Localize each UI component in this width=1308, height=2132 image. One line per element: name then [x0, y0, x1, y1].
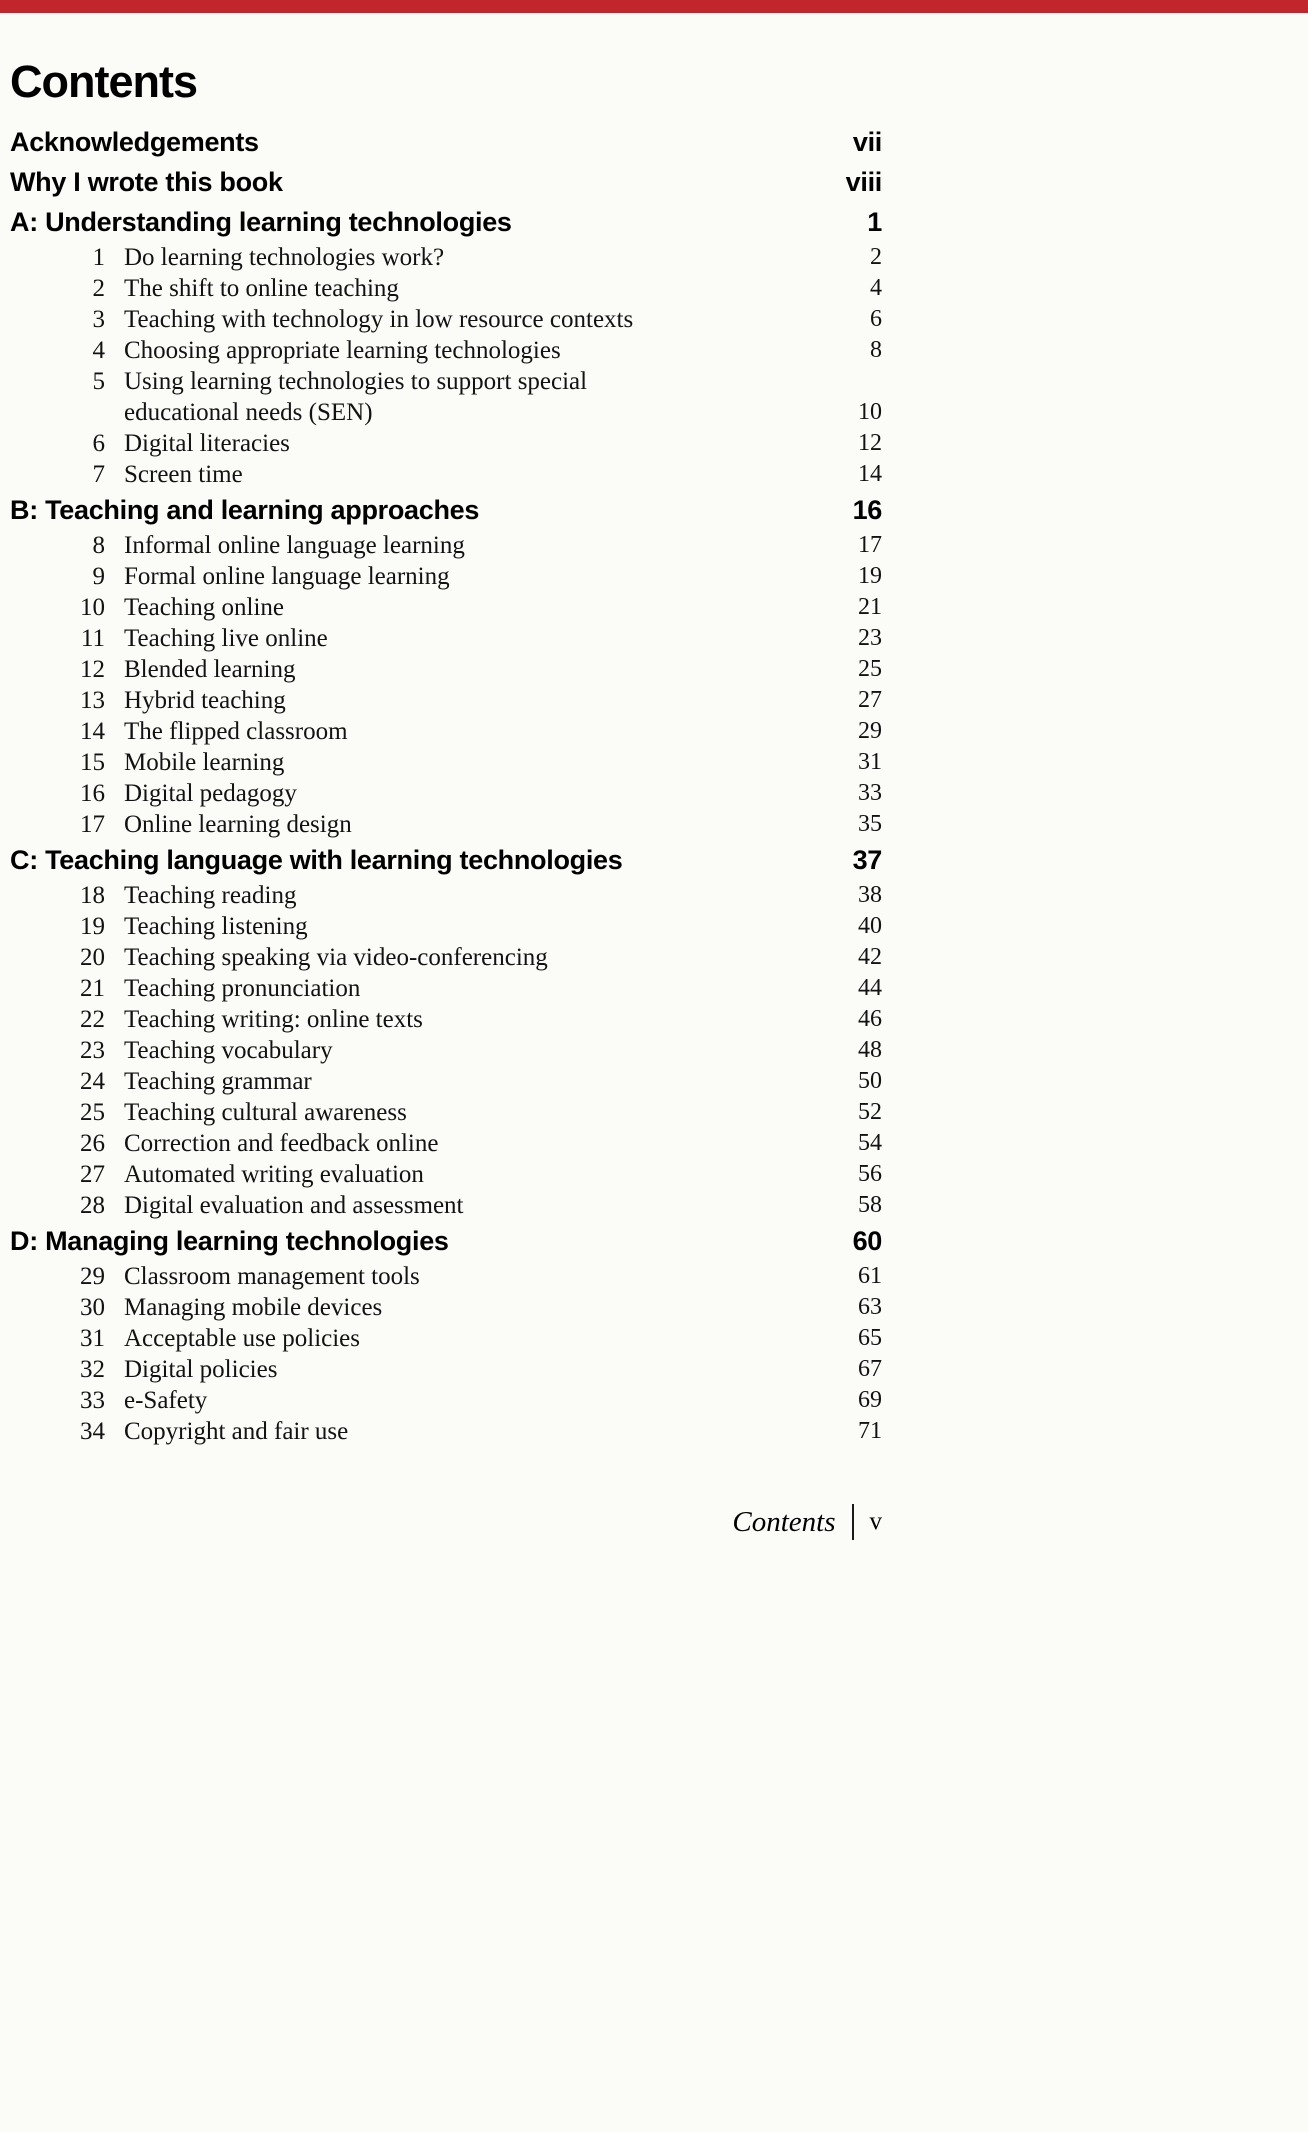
- toc-item-label: Blended learning: [124, 656, 296, 683]
- toc-item-row: [10, 716, 882, 747]
- front-matter-label: Why I wrote this book: [10, 167, 283, 197]
- toc-item-label: Digital pedagogy: [124, 780, 297, 807]
- section-heading-row: [10, 1221, 882, 1261]
- toc-item-number: 22: [80, 1006, 105, 1033]
- toc-item-number: 23: [80, 1037, 105, 1064]
- toc-item-row: [10, 1004, 882, 1035]
- toc-item-label: Automated writing evaluation: [124, 1161, 424, 1188]
- toc-item-label: e-Safety: [124, 1387, 208, 1414]
- toc-item-page-number: 33: [858, 780, 882, 806]
- section-title: A: Understanding learning technologies: [10, 207, 512, 237]
- toc-item-page-number: 25: [858, 656, 882, 682]
- toc-item-label: Teaching speaking via video-conferencing: [124, 944, 548, 971]
- toc-item-row: [10, 1416, 882, 1447]
- section-heading-row: [10, 490, 882, 530]
- toc-item-page-number: 6: [870, 306, 882, 332]
- toc-item-page-number: 63: [858, 1294, 882, 1320]
- toc-item-label: Acceptable use policies: [124, 1325, 361, 1352]
- toc-item-label: Hybrid teaching: [124, 687, 286, 714]
- toc-item-row: [10, 1035, 882, 1066]
- toc-item-label: Screen time: [124, 461, 243, 488]
- toc-item-number: 10: [80, 594, 105, 621]
- toc-item-page-number: 42: [858, 944, 882, 970]
- toc-item-label: Online learning design: [124, 811, 352, 838]
- toc-item-page-number: 46: [858, 1006, 882, 1032]
- section-page-number: 16: [852, 495, 882, 525]
- toc-item-page-number: 17: [858, 532, 882, 558]
- toc-item-row: [10, 273, 882, 304]
- toc-item-label: Do learning technologies work?: [124, 244, 445, 271]
- toc-item-page-number: 27: [858, 687, 882, 713]
- toc-item-page-number: 58: [858, 1192, 882, 1218]
- toc-item-page-number: 29: [858, 718, 882, 744]
- toc-item-label: Teaching reading: [124, 882, 297, 909]
- toc-item-row: [10, 242, 882, 273]
- toc-item-row: [10, 1128, 882, 1159]
- toc-item-label: Teaching pronunciation: [124, 975, 361, 1002]
- toc-item-row: [10, 942, 882, 973]
- toc-item-number: 17: [80, 811, 105, 838]
- toc-item-label: Correction and feedback online: [124, 1130, 439, 1157]
- toc-item-number: 26: [80, 1130, 105, 1157]
- toc-item-row: [10, 366, 882, 428]
- toc-item-number: 15: [80, 749, 105, 776]
- toc-item-number: 11: [80, 625, 105, 652]
- toc-item-page-number: 40: [858, 913, 882, 939]
- toc-item-label: Formal online language learning: [124, 563, 450, 590]
- toc-item-page-number: 69: [858, 1387, 882, 1413]
- toc-item-page-number: 61: [858, 1263, 882, 1289]
- toc-item-label: Teaching grammar: [124, 1068, 312, 1095]
- toc-item-page-number: 71: [858, 1418, 882, 1444]
- toc-item-number: 19: [80, 913, 105, 940]
- toc-item-number: 3: [92, 306, 105, 333]
- toc-item-row: [10, 685, 882, 716]
- toc-item-label: The flipped classroom: [124, 718, 348, 745]
- toc-item-page-number: 8: [870, 337, 882, 363]
- front-matter-page-number: vii: [852, 127, 882, 157]
- toc-item-row: [10, 880, 882, 911]
- toc-item-page-number: 31: [858, 749, 882, 775]
- toc-item-row: [10, 809, 882, 840]
- section-title: B: Teaching and learning approaches: [10, 495, 480, 525]
- toc-item-label: Informal online language learning: [124, 532, 465, 559]
- toc-item-label: Classroom management tools: [124, 1263, 420, 1290]
- toc-item-label: Digital policies: [124, 1356, 278, 1383]
- toc-item-row: [10, 335, 882, 366]
- front-matter-row: [10, 162, 882, 202]
- toc-item-number: 5: [92, 368, 105, 395]
- toc-item-number: 33: [80, 1387, 105, 1414]
- toc-item-label: Managing mobile devices: [124, 1294, 383, 1321]
- toc-item-row: [10, 561, 882, 592]
- toc-item-page-number: 56: [858, 1161, 882, 1187]
- toc-item-row: [10, 1190, 882, 1221]
- toc-item-row: [10, 1261, 882, 1292]
- toc-item-number: 29: [80, 1263, 105, 1290]
- front-matter-page-number: viii: [845, 167, 882, 197]
- toc-item-page-number: 65: [858, 1325, 882, 1351]
- footer-page-number: v: [869, 1508, 882, 1535]
- toc-item-page-number: 10: [858, 399, 882, 425]
- section-page-number: 1: [867, 207, 882, 237]
- toc-item-row: [10, 459, 882, 490]
- toc-item-row: [10, 530, 882, 561]
- toc-item-row: [10, 654, 882, 685]
- toc-item-number: 18: [80, 882, 105, 909]
- section-page-number: 60: [852, 1226, 882, 1256]
- toc-item-number: 13: [80, 687, 105, 714]
- toc-item-number: 31: [80, 1325, 105, 1352]
- toc-item-row: [10, 1097, 882, 1128]
- toc-item-label: The shift to online teaching: [124, 275, 399, 302]
- section-title: C: Teaching language with learning technologies: [10, 845, 623, 875]
- top-red-bar: [0, 0, 1308, 13]
- toc-item-label: Teaching live online: [124, 625, 328, 652]
- toc-item-number: 9: [92, 563, 105, 590]
- toc-item-row: [10, 304, 882, 335]
- section-heading-row: [10, 202, 882, 242]
- toc-item-number: 34: [80, 1418, 105, 1445]
- toc-item-row: [10, 1292, 882, 1323]
- toc-item-number: 32: [80, 1356, 105, 1383]
- toc-item-number: 30: [80, 1294, 105, 1321]
- toc-item-number: 16: [80, 780, 105, 807]
- toc-item-number: 20: [80, 944, 105, 971]
- toc-item-page-number: 4: [870, 275, 882, 301]
- toc-item-number: 7: [92, 461, 105, 488]
- front-matter-row: [10, 122, 882, 162]
- footer-divider: [852, 1504, 854, 1540]
- toc-item-page-number: 48: [858, 1037, 882, 1063]
- toc-item-label: Copyright and fair use: [124, 1418, 349, 1445]
- toc-item-row: [10, 911, 882, 942]
- toc-item-row: [10, 778, 882, 809]
- section-page-number: 37: [852, 845, 882, 875]
- toc-item-label: Using learning technologies to support special educational needs (SEN): [124, 368, 588, 426]
- table-of-contents: [10, 122, 882, 1447]
- toc-item-page-number: 50: [858, 1068, 882, 1094]
- toc-item-page-number: 2: [870, 244, 882, 270]
- toc-item-number: 25: [80, 1099, 105, 1126]
- toc-item-label: Mobile learning: [124, 749, 285, 776]
- toc-item-page-number: 12: [858, 430, 882, 456]
- toc-item-number: 8: [92, 532, 105, 559]
- toc-item-page-number: 54: [858, 1130, 882, 1156]
- page-footer: [0, 1504, 882, 1540]
- toc-item-row: [10, 1354, 882, 1385]
- footer-section-name: Contents: [732, 1505, 836, 1538]
- toc-item-label: Digital evaluation and assessment: [124, 1192, 464, 1219]
- toc-item-page-number: 21: [858, 594, 882, 620]
- toc-item-number: 28: [80, 1192, 105, 1219]
- toc-item-number: 24: [80, 1068, 105, 1095]
- toc-item-row: [10, 1323, 882, 1354]
- section-title: D: Managing learning technologies: [10, 1226, 449, 1256]
- toc-item-page-number: 19: [858, 563, 882, 589]
- toc-item-page-number: 44: [858, 975, 882, 1001]
- section-heading-row: [10, 840, 882, 880]
- toc-item-label: Teaching with technology in low resource contexts: [124, 306, 634, 333]
- toc-item-row: [10, 1385, 882, 1416]
- toc-item-label: Teaching cultural awareness: [124, 1099, 407, 1126]
- toc-item-page-number: 23: [858, 625, 882, 651]
- toc-item-page-number: 35: [858, 811, 882, 837]
- toc-item-label: Teaching writing: online texts: [124, 1006, 423, 1033]
- toc-item-page-number: 67: [858, 1356, 882, 1382]
- toc-item-number: 14: [80, 718, 105, 745]
- toc-item-label: Teaching listening: [124, 913, 308, 940]
- toc-item-number: 12: [80, 656, 105, 683]
- toc-item-label: Teaching online: [124, 594, 284, 621]
- toc-item-row: [10, 747, 882, 778]
- toc-item-label: Digital literacies: [124, 430, 290, 457]
- toc-item-page-number: 14: [858, 461, 882, 487]
- toc-item-number: 27: [80, 1161, 105, 1188]
- toc-item-row: [10, 1066, 882, 1097]
- toc-item-number: 1: [92, 244, 105, 271]
- toc-item-row: [10, 428, 882, 459]
- toc-item-number: 2: [92, 275, 105, 302]
- page-title: Contents: [10, 56, 197, 107]
- toc-item-row: [10, 592, 882, 623]
- toc-item-page-number: 52: [858, 1099, 882, 1125]
- toc-item-page-number: 38: [858, 882, 882, 908]
- toc-item-label: Teaching vocabulary: [124, 1037, 333, 1064]
- toc-item-number: 4: [92, 337, 105, 364]
- toc-item-label: Choosing appropriate learning technologies: [124, 337, 561, 364]
- toc-item-row: [10, 973, 882, 1004]
- toc-item-number: 21: [80, 975, 105, 1002]
- toc-item-number: 6: [92, 430, 105, 457]
- toc-item-row: [10, 623, 882, 654]
- front-matter-label: Acknowledgements: [10, 127, 259, 157]
- toc-item-row: [10, 1159, 882, 1190]
